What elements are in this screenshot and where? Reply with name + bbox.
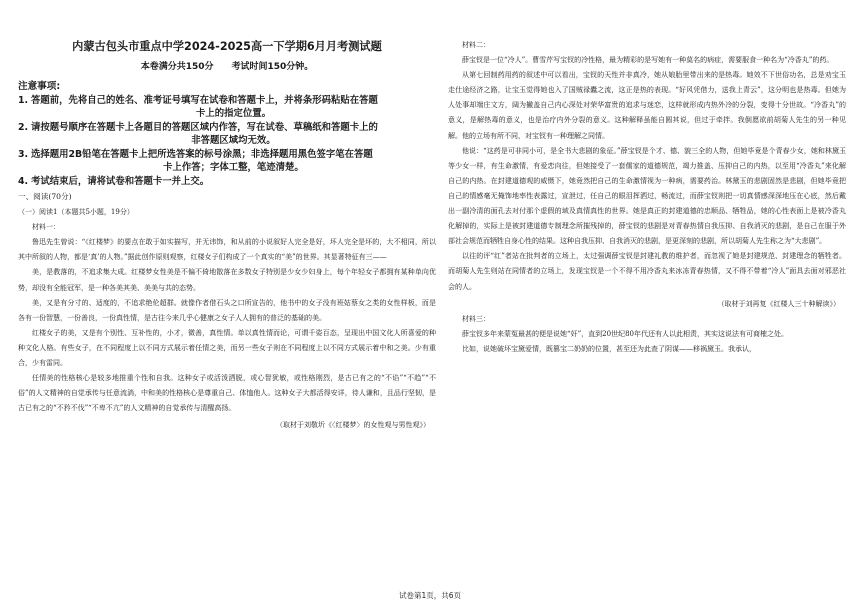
- notice-item: [18, 121, 436, 147]
- material-label: 材料二：: [462, 41, 490, 49]
- notice-item-continuation: 卡上作答；字体工整，笔迹清楚。: [163, 162, 304, 173]
- paragraph: 红楼女子的美，又是有个别性、互补性的，小才，微善，真性情。单以真性情而论，可谓千姿百态，呈现出中国文化人所喜爱的种种文化人格。有些女子，在不同程度上以不同方式展示着任情之美，而另一些女子则在不同程度上以不同方式展示着中和之美。少有重合，少有雷同。: [18, 328, 436, 368]
- paragraph: 薛宝钗是一位“冷人”。曹雪芹写宝钗的冷性格，最为精彩的是写她有一种莫名的病症，需要服食一种名为“冷香丸”的药。: [462, 56, 834, 65]
- paragraph: 以往的评“红”者站在批判者的立场上，太过强调薛宝钗是封建礼教的维护者，而忽视了她是封建规范、封建理念的牺牲者。而胡菊人先生则站在同情者的立场上，发现宝钗是一个不得不用冷香丸来冰冻青春热情，又不得不带着“冷人”面具去面对邪恶社会的人。: [448, 252, 846, 291]
- source-citation: （取材于刘敬圻《〈红楼梦〉的女性观与男性观》）: [276, 421, 430, 430]
- subsection-heading: （一）阅读1（本题共5小题，19分）: [18, 208, 134, 216]
- notice-item-continuation: 非答题区域均无效。: [191, 135, 276, 146]
- paragraph: 比如，说她破坏宝黛爱情，既篡宝二奶奶的位置，甚至还为此查了阴谋——移祸黛玉。我承认，: [462, 344, 756, 353]
- notice-item-number: 3.: [18, 149, 29, 160]
- notice-item-continuation: 卡上的指定位置。: [195, 108, 271, 119]
- notice-item-text: 选择题用2B铅笔在答题卡上把所选答案的标号涂黑；非选择题用黑色签字笔在答题: [31, 149, 373, 160]
- paragraph: 他说：“这药是可非同小可，是全书大悲剧的象征。”薛宝钗是个才、德、貌三全的人物，但她毕竟是个青春少女，她和林黛玉等少女一样，有生命激情，有爱恋向往，但她接受了一套儒家的道德规范，竭力推盖、压抑自己的内热，以至用“冷香丸”来化解自己的内热。在封建道德观的威慑下，她竟然把自己的生命激情视为一种病，需要药治。林黛玉的悲剧固然是悲剧，但她毕竟把自己的情感毫无掩饰地率性表露过，宣泄过，任自己的眼泪挥洒过，畅流过，而薛宝钗则把一切真情感深深地压在心底，然后戴出一副冷清的面孔去对付那个虚假的域及真情真性的世界。她是真正的封建道德的忠顺品、牺牲品，她的心性表面上是被冷香丸化解掉的，实际上是被封建道德专制理念所摧残掉的，薛宝钗的悲剧是对青春热情自我压抑、自我消灭的悲剧，是自己在服于外部社会规范而牺牲自身心性的结果。这种自我压抑、自我消灭的悲剧，是更深刻的悲剧，所以胡菊人先生称之为“大悲剧”。: [448, 146, 846, 246]
- material-label: 材料三：: [462, 314, 490, 323]
- notice-item-number: 4.: [18, 176, 29, 187]
- notice-item: [18, 94, 436, 120]
- notice-item-text: 考试结束后，请将试卷和答题卡一并上交。: [31, 176, 210, 187]
- page-footer: 试卷第1页，共6页: [398, 591, 462, 600]
- notice-item-number: 2.: [18, 122, 29, 133]
- source-citation: （取材于刘再复《红楼人三十种解读》）: [717, 299, 840, 308]
- paragraph: 美，是教落的，不追求集大成。红楼梦女性美是不偏不倚地散落在多数女子特别是少女少妇身上，每个年轻女子都拥有某种单向优势，却没有全能冠军，是一种各美其美、美美与共的态势。: [18, 268, 436, 292]
- notice-item-text: 答题前，先将自己的姓名、准考证号填写在试卷和答题卡上，并将条形码粘贴在答题: [31, 95, 378, 106]
- paragraph: 薛宝钗多年来蒙冤最甚的便是说她“奸”，直到20世纪80年代还有人以此相责，其实这说法有可商榷之处。: [462, 329, 788, 338]
- paragraph: 任情美的性格核心是较多地推重个性和自我。这种女子或活泼洒脱，或心智犹敏，或性格刚烈，是古已有之的“不谄”“不趋”“不俗”的人文精神的自觉承传与任意流淌，中和美的性格核心是尊重自己、体恤他人。这种女子大都活得安详，待人谦和，且品行坚韧，是古已有之的“不矜不伐”“不卑不亢”的人文精神的自觉承传与清醒高扬。: [18, 374, 436, 413]
- notice-item-number: 1.: [18, 95, 29, 106]
- exam-info: 本卷满分共150分 考试时间150分钟。: [140, 62, 314, 72]
- notice-item-text: 请按题号顺序在答题卡上各题目的答题区域内作答，写在试卷、草稿纸和答题卡上的: [31, 122, 378, 133]
- page-title: 内蒙古包头市重点中学2024-2025高一下学期6月月考测试题: [72, 40, 382, 53]
- paragraph: 鲁迅先生曾说：“《红楼梦》的要点在敢于如实描写，并无讳饰，和从前的小说叙好人完全是好，坏人完全是坏的，大不相同，所以其中所叙的人物，都是‘真’的人物。”据此创作原则观察，红楼女子们构成了一个真实的“美”的世界。其显著特征有三——: [18, 238, 436, 262]
- paragraph: 美，又是有分寸的、适度的，不追求绝伦超群。就像作者借石头之口所宣告的，他书中的女子没有班姑蔡女之类的女性样板，而是各有一份智慧，一份善良，一份真性情，是古往今来几乎心健康之女子人人拥有的普泛的基础的美。: [18, 298, 436, 322]
- left-column: [18, 38, 436, 433]
- notice-item: [18, 148, 436, 174]
- notice-heading: 注意事项:: [18, 81, 61, 92]
- notice-item: [18, 175, 436, 188]
- paragraph: 从第七回制药用药的叙述中可以看出，宝钗的天性并非真冷，她从娘胎里带出来的是热毒。她效不下世俗功名，总是劝宝玉走仕途经济之路，让宝玉觉得她也入了国贼禄蠹之流，这正是热的表现。“好风凭借力，送我上青云”，这分明也是热毒。但她为人处事却端庄文方，阔为撇盖自己内心深处对荣华富贵的追求与迷恋，这样就形成内热外冷的分裂，变得十分世故。“冷香丸”的意义，是解热毒的意义，也是治疗内外分裂的意义。这种解释虽能自圆其说，但过于牵拌。我倒愿欲前胡菊人先生的另一种见解。他的立场有所不同，对宝钗有一种理解之同情。: [448, 71, 846, 140]
- right-column: [448, 38, 846, 357]
- material-label: 材料一：: [32, 223, 60, 232]
- section-heading: 一、阅读(70分): [18, 192, 72, 201]
